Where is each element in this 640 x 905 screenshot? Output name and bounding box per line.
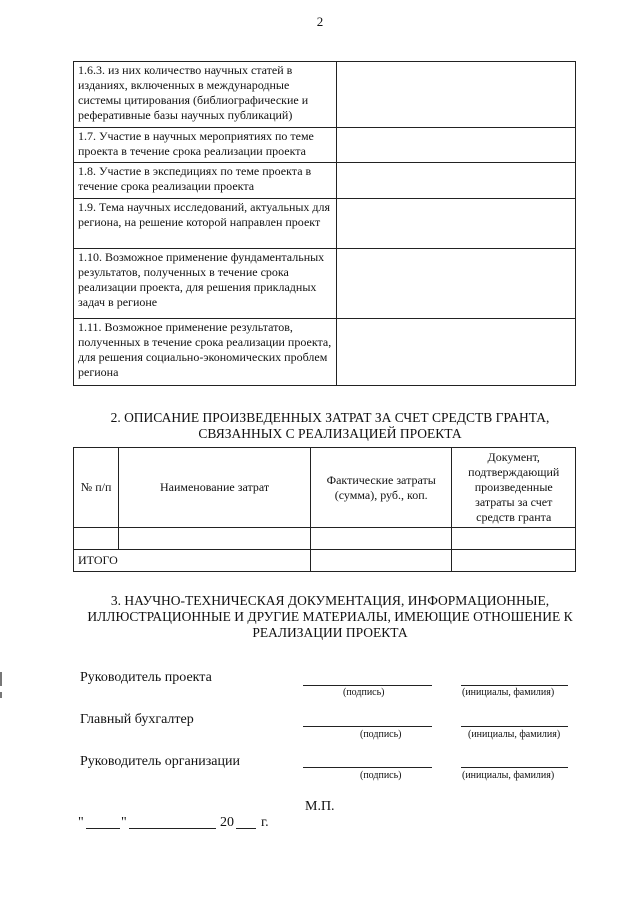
row-value — [337, 199, 576, 249]
cell — [119, 528, 311, 550]
row-label: 1.9. Тема научных исследований, актуальных для региона, на решение которой направлен проект — [74, 199, 337, 249]
row-value — [337, 163, 576, 199]
row-value — [337, 62, 576, 128]
total-row — [74, 550, 576, 572]
signature-role: Руководитель организации — [80, 754, 240, 769]
date-field — [78, 815, 84, 831]
table-row — [74, 528, 576, 550]
date-month-line[interactable] — [129, 828, 216, 829]
name-line[interactable] — [461, 726, 568, 727]
name-hint: (инициалы, фамилия) — [468, 729, 561, 740]
name-line[interactable] — [461, 767, 568, 768]
row-label: 1.11. Возможное применение результатов, полученных в течение срока реализации проекта, для решения социально-экономических проблем региона — [74, 319, 337, 386]
cell — [452, 528, 576, 550]
scan-edge-mark — [0, 692, 2, 698]
costs-table — [73, 447, 576, 572]
signature-role: Руководитель проекта — [80, 670, 212, 685]
section3-title-line: 3. НАУЧНО-ТЕХНИЧЕСКАЯ ДОКУМЕНТАЦИЯ, ИНФОРМАЦИОННЫЕ, — [110, 593, 550, 608]
cell — [74, 528, 119, 550]
table-row — [74, 199, 576, 249]
date-day-line[interactable] — [86, 828, 120, 829]
row-value — [337, 249, 576, 319]
section3-title-line: ИЛЛЮСТРАЦИОННЫЕ И ДРУГИЕ МАТЕРИАЛЫ, ИМЕЮЩИЕ ОТНОШЕНИЕ К — [87, 609, 573, 624]
table-row — [74, 163, 576, 199]
signature-line[interactable] — [303, 685, 432, 686]
section3-title-line: РЕАЛИЗАЦИИ ПРОЕКТА — [252, 625, 408, 640]
signature-line[interactable] — [303, 726, 432, 727]
row-label: 1.7. Участие в научных мероприятиях по теме проекта в течение срока реализации проекта — [74, 128, 337, 163]
signature-hint: (подпись) — [360, 770, 402, 781]
row-value — [337, 128, 576, 163]
col-header-document: Документ, подтверждающий произведенные затраты за счет средств гранта — [452, 448, 576, 528]
date-year-prefix: 20 — [220, 815, 234, 830]
name-hint: (инициалы, фамилия) — [462, 770, 555, 781]
signature-role: Главный бухгалтер — [80, 712, 194, 727]
section3-title — [80, 593, 580, 641]
total-label: ИТОГО — [74, 550, 311, 572]
date-quote-close: " — [121, 815, 127, 830]
cell — [310, 550, 452, 572]
stamp-label: М.П. — [305, 799, 335, 814]
name-hint: (инициалы, фамилия) — [462, 687, 555, 698]
name-line[interactable] — [461, 685, 568, 686]
scan-edge-mark — [0, 672, 2, 686]
indicators-table — [73, 61, 576, 386]
signature-hint: (подпись) — [360, 729, 402, 740]
page-number: 2 — [316, 14, 324, 29]
section2-title — [80, 410, 580, 442]
date-year-line[interactable] — [236, 828, 256, 829]
row-label: 1.6.3. из них количество научных статей в изданиях, включенных в международные системы цитирования (библиографические и реферативные базы научных публикаций) — [74, 62, 337, 128]
col-header-name: Наименование затрат — [119, 448, 311, 528]
date-year-suffix: г. — [261, 815, 269, 830]
table-row — [74, 319, 576, 386]
cell — [310, 528, 452, 550]
date-quote-open: " — [78, 815, 84, 830]
table-row — [74, 128, 576, 163]
row-label: 1.8. Участие в экспедициях по теме проекта в течение срока реализации проекта — [74, 163, 337, 199]
signature-line[interactable] — [303, 767, 432, 768]
table-row — [74, 62, 576, 128]
signature-hint: (подпись) — [343, 687, 385, 698]
row-label: 1.10. Возможное применение фундаментальных результатов, полученных в течение срока реализации проекта, для решения прикладных задач в регионе — [74, 249, 337, 319]
section2-title-line: СВЯЗАННЫХ С РЕАЛИЗАЦИЕЙ ПРОЕКТА — [198, 426, 462, 441]
col-header-actual: Фактические затраты (сумма), руб., коп. — [310, 448, 452, 528]
row-value — [337, 319, 576, 386]
section2-title-line: 2. ОПИСАНИЕ ПРОИЗВЕДЕННЫХ ЗАТРАТ ЗА СЧЕТ СРЕДСТВ ГРАНТА, — [110, 410, 550, 425]
cell — [452, 550, 576, 572]
col-header-num: № п/п — [74, 448, 119, 528]
table-header-row — [74, 448, 576, 528]
table-row — [74, 249, 576, 319]
